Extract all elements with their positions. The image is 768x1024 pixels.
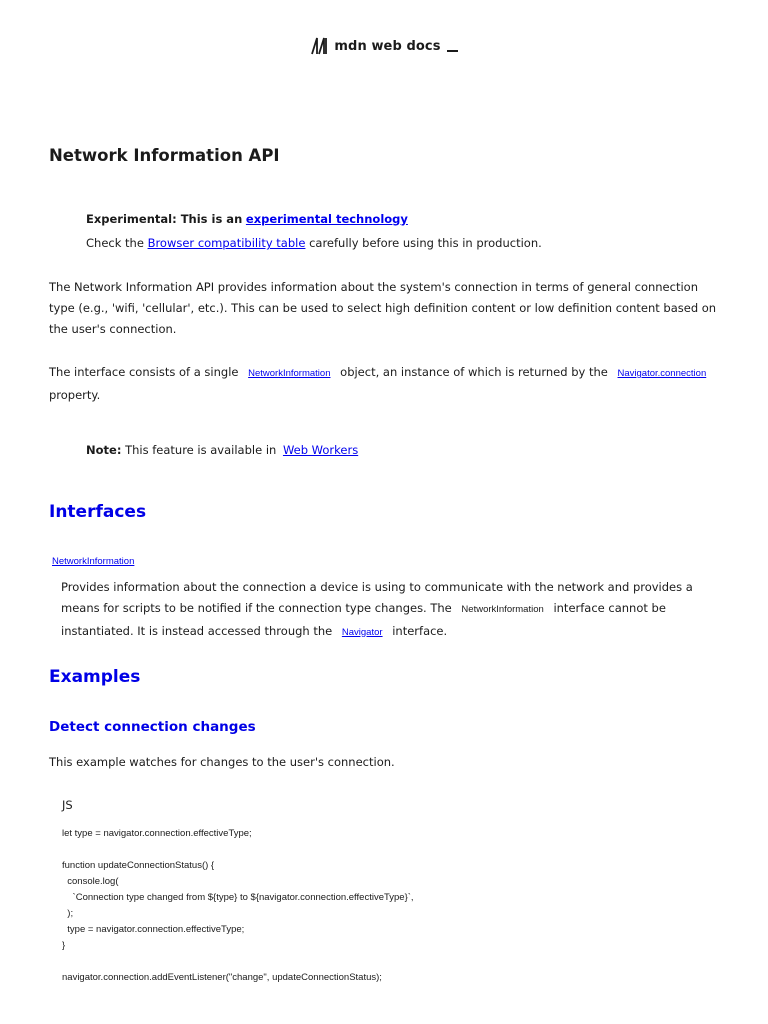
site-header	[0, 34, 768, 58]
note-callout	[86, 443, 358, 457]
mdn-logo[interactable]	[310, 37, 457, 55]
interface-paragraph	[49, 362, 719, 406]
note-label: Note:	[86, 443, 122, 457]
interface-suffix: property.	[49, 387, 101, 402]
page-title: Network Information API	[49, 146, 280, 165]
desc-code: NetworkInformation	[461, 603, 544, 615]
desc-part2: interface cannot be instantiated. It is instead accessed through the	[61, 600, 666, 638]
experimental-callout	[86, 212, 408, 226]
experimental-label: Experimental: This is an	[86, 212, 243, 226]
interface-middle: object, an instance of which is returned by the	[340, 365, 608, 379]
note-text: This feature is available in	[125, 443, 277, 457]
browser-compat-link[interactable]: Browser compatibility table	[147, 236, 306, 250]
networkinformation-term-link[interactable]: NetworkInformation	[52, 556, 135, 567]
detect-connection-heading: Detect connection changes	[49, 719, 256, 735]
interfaces-heading: Interfaces	[49, 502, 147, 522]
desc-part3: interface.	[392, 623, 448, 638]
interface-prefix: The interface consists of a single	[49, 365, 239, 379]
code-example[interactable]: let type = navigator.connection.effectiveType; function updateConnectionStatus() { console.log( `Connection type changed from ${type} to ${navigator.connection.effectiveType}`, ); type = navigator.connection.effectiveType; } navigator.connection.addEventListener("change", updateConnectionStatus);	[62, 828, 414, 983]
code-language-label: JS	[62, 798, 73, 812]
logo-text: mdn web docs	[334, 38, 441, 54]
mdn-logo-icon	[310, 37, 330, 55]
navigator-link[interactable]: Navigator	[341, 626, 383, 638]
examples-heading: Examples	[49, 667, 141, 687]
desc-part1: Provides information about the connection a device is using to communicate with the network and provides a means for scripts to be notified if the connection type changes. The	[61, 580, 693, 615]
compat-note	[86, 236, 542, 250]
navigator-connection-link[interactable]: Navigator.connection	[617, 368, 707, 379]
web-workers-link[interactable]: Web Workers	[282, 443, 359, 457]
logo-cursor	[447, 50, 458, 52]
intro-paragraph: The Network Information API provides information about the system's connection in terms of general connection type (e.g., 'wifi, 'cellular', etc.). This can be used to select high definition content or low definition content based on the user's connection.	[49, 280, 717, 336]
networkinformation-description	[61, 577, 721, 643]
experimental-link[interactable]: experimental technology	[245, 212, 408, 226]
example-description: This example watches for changes to the user's connection.	[49, 755, 395, 769]
compat-prefix: Check the	[86, 236, 144, 250]
compat-suffix: carefully before using this in production.	[309, 236, 542, 250]
networkinformation-link[interactable]: NetworkInformation	[248, 368, 331, 379]
